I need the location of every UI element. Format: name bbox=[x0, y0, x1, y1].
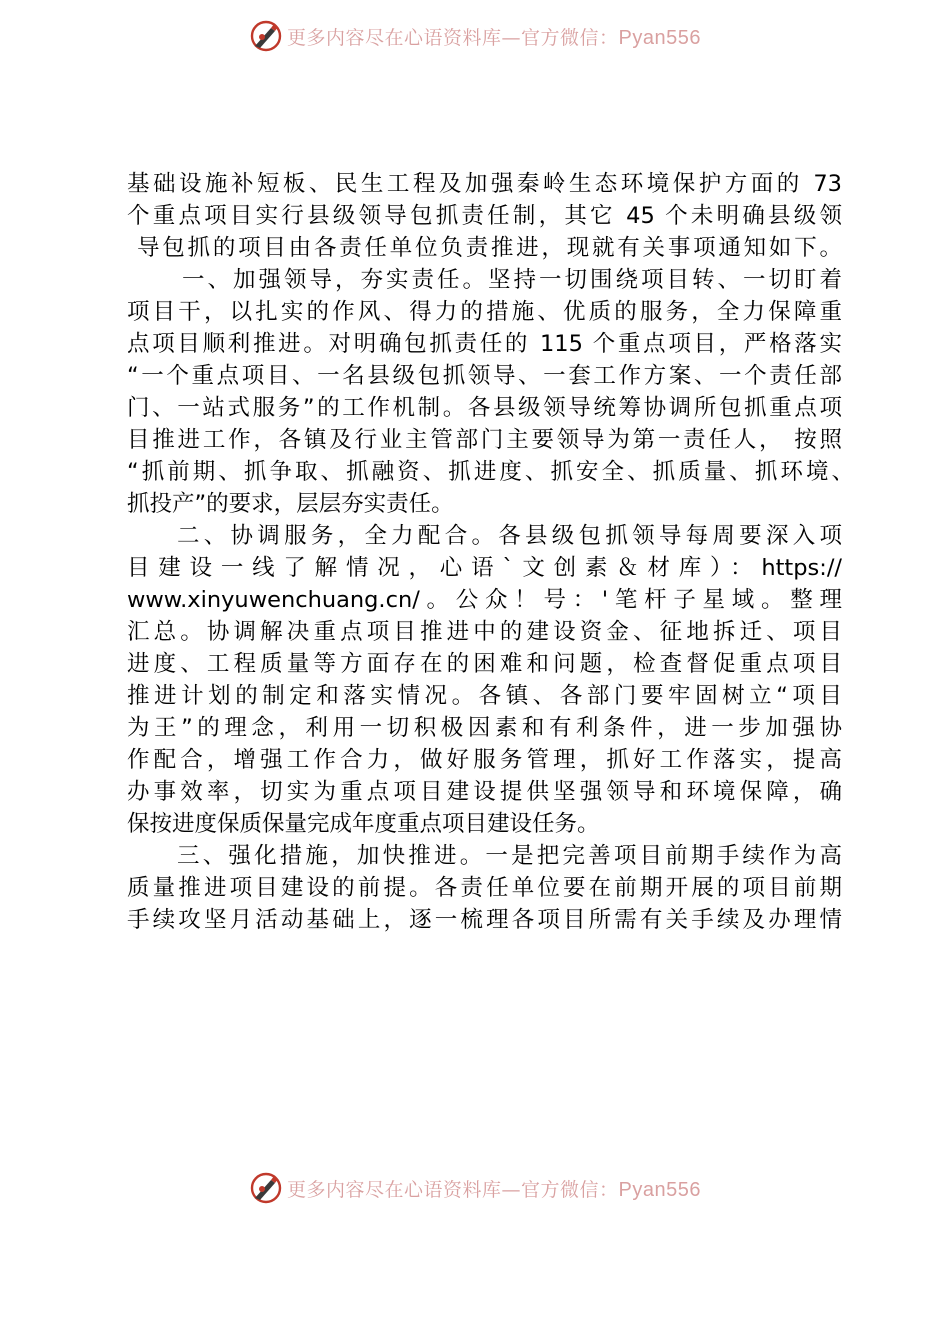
text-line: 点项目顺利推进。对明确包抓责任的 115 个重点项目，严格落实 bbox=[127, 331, 842, 357]
text-line: 办事效率，切实为重点项目建设提供坚强领导和环境保障，确 bbox=[127, 779, 842, 805]
text-line: 进度、工程质量等方面存在的困难和问题，检查督促重点项目 bbox=[127, 651, 842, 677]
text-line: 导包抓的项目由各责任单位负责推进，现就有关事项通知如下。 bbox=[137, 235, 842, 261]
banner-text: 更多内容尽在心语资料库—官方微信：Pyan556 bbox=[287, 26, 701, 49]
text-line: 抓投产”的要求，层层夯实责任。 bbox=[127, 491, 454, 517]
text-line: 为王”的理念，利用一切积极因素和有利条件，进一步加强协 bbox=[127, 715, 842, 741]
text-line: 手续攻坚月活动基础上，逐一梳理各项目所需有关手续及办理情 bbox=[127, 907, 842, 933]
text-line: 作配合，增强工作合力，做好服务管理，抓好工作落实，提高 bbox=[127, 747, 842, 773]
pen-circle-logo-icon bbox=[249, 1171, 283, 1205]
banner-handle: Pyan556 bbox=[618, 1178, 701, 1201]
paragraph-1-start: 一、加强领导，夯实责任。坚持一切围绕项目转、一切盯着 bbox=[182, 267, 842, 293]
text-line: 推进计划的制定和落实情况。各镇、各部门要牢固树立“项目 bbox=[127, 683, 842, 709]
text-line: “抓前期、抓争取、抓融资、抓进度、抓安全、抓质量、抓环境、 bbox=[127, 459, 854, 485]
text-line: 汇总。协调解决重点项目推进中的建设资金、征地拆迁、项目 bbox=[127, 619, 842, 645]
paragraph-2-start: 二、协调服务，全力配合。各县级包抓领导每周要深入项 bbox=[177, 523, 842, 549]
text-line: www.xinyuwenchuang.cn/。公众！号：'笔杆子星域。整理 bbox=[127, 587, 842, 613]
pen-circle-logo-icon bbox=[249, 19, 283, 53]
text-line: 目推进工作，各镇及行业主管部门主要领导为第一责任人， 按照 bbox=[127, 427, 842, 453]
text-line: 项目干，以扎实的作风、得力的措施、优质的服务，全力保障重 bbox=[127, 299, 842, 325]
text-line: 保按进度保质保量完成年度重点项目建设任务。 bbox=[127, 811, 600, 837]
text-line: 质量推进项目建设的前提。各责任单位要在前期开展的项目前期 bbox=[127, 875, 842, 901]
text-line: 基础设施补短板、民生工程及加强秦岭生态环境保护方面的 73 bbox=[127, 171, 842, 197]
footer-banner bbox=[0, 1168, 950, 1208]
paragraph-3-start: 三、强化措施，加快推进。一是把完善项目前期手续作为高 bbox=[177, 843, 842, 869]
header-banner bbox=[0, 16, 950, 56]
banner-text: 更多内容尽在心语资料库—官方微信：Pyan556 bbox=[287, 1178, 701, 1201]
document-body bbox=[127, 168, 854, 936]
text-line: 目建设一线了解情况，心语`文创素＆材库）：https:// bbox=[127, 555, 842, 581]
text-line: “一个重点项目、一名县级包抓领导、一套工作方案、一个责任部 bbox=[127, 363, 842, 389]
text-line: 个重点项目实行县级领导包抓责任制，其它 45 个未明确县级领 bbox=[127, 203, 842, 229]
banner-handle: Pyan556 bbox=[618, 26, 701, 49]
text-line: 门、一站式服务”的工作机制。各县级领导统筹协调所包抓重点项 bbox=[127, 395, 842, 421]
